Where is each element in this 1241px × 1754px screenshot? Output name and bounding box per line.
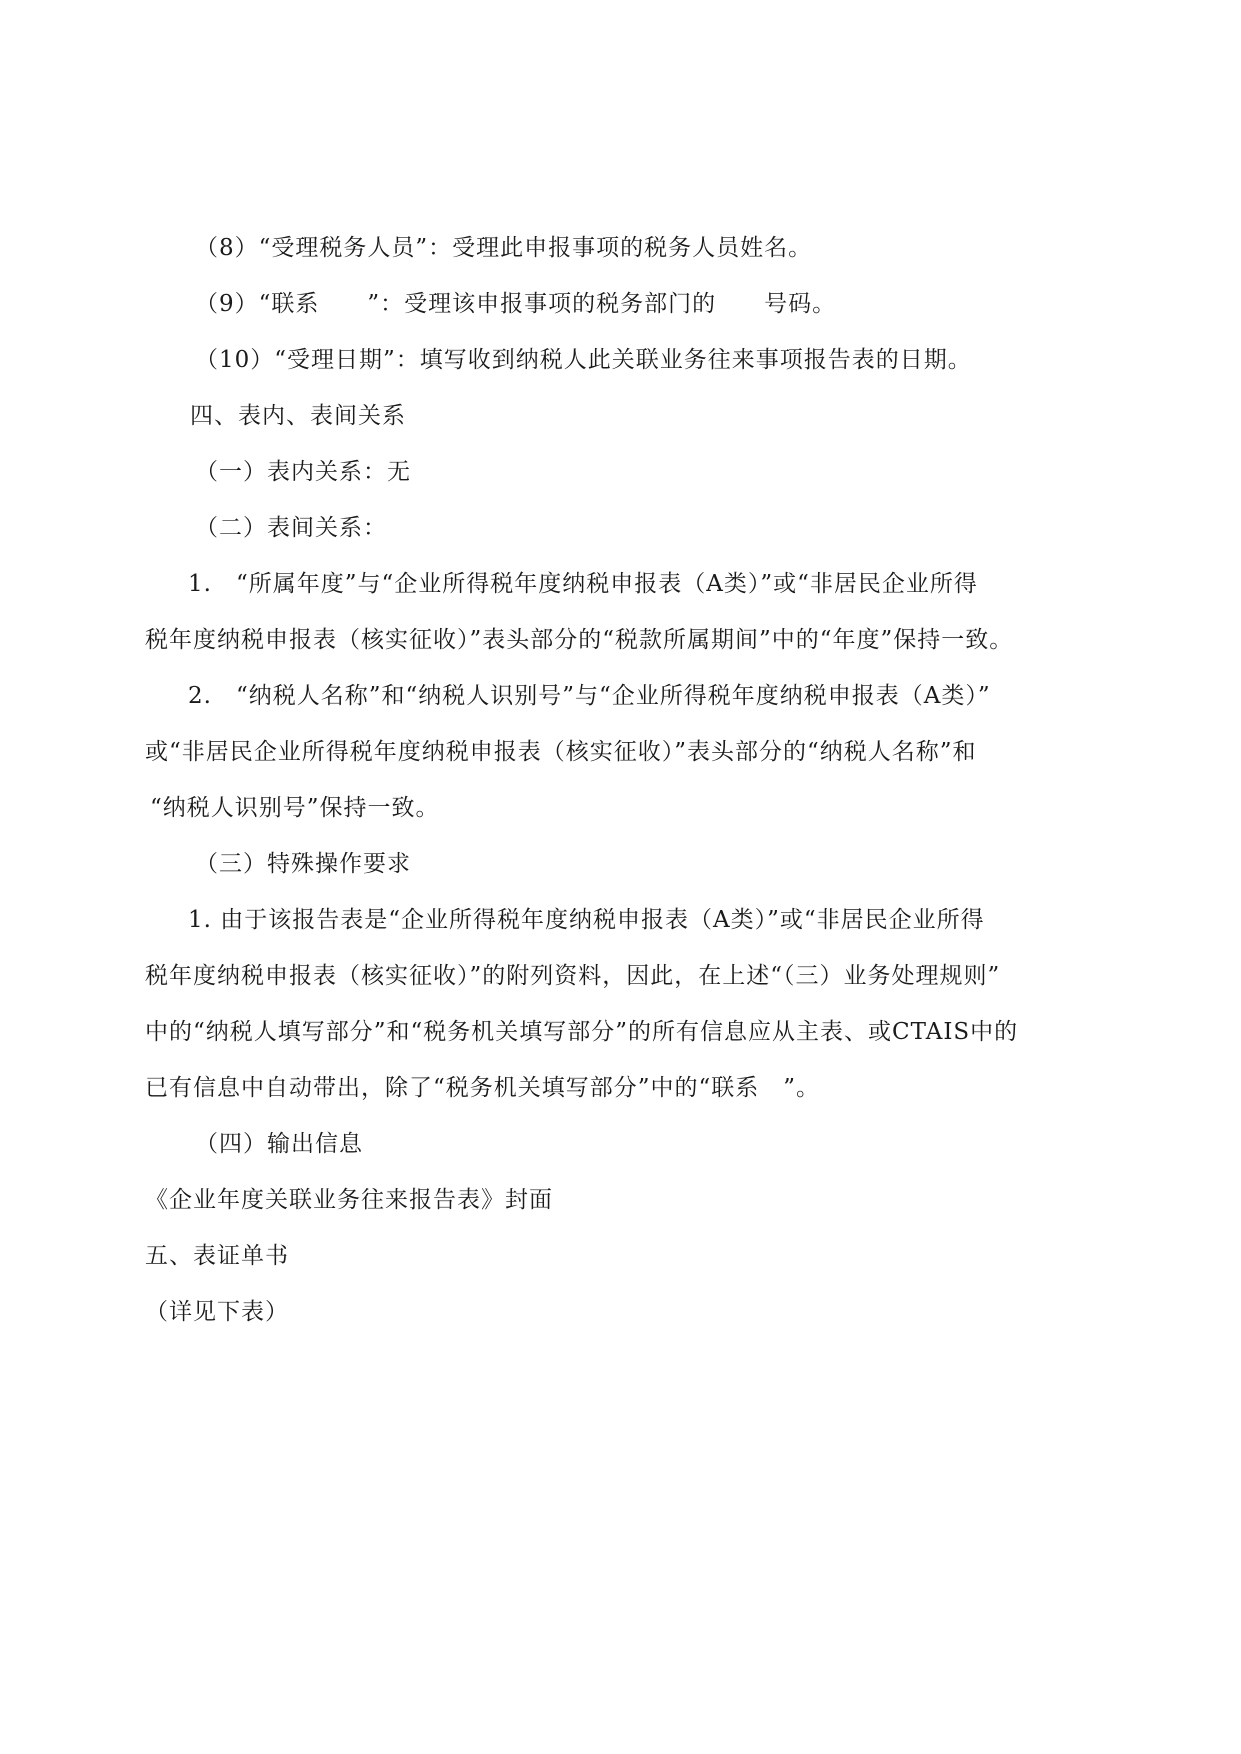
paragraph-item-2-line-3: “纳税人识别号”保持一致。 bbox=[150, 795, 440, 821]
paragraph-special-line-3: 中的“纳税人填写部分”和“税务机关填写部分”的所有信息应从主表、或CTAIS中的 bbox=[145, 1019, 1019, 1045]
paragraph-item-2-line-1: 2. “纳税人名称”和“纳税人识别号”与“企业所得税年度纳税申报表（A类）” bbox=[188, 683, 991, 709]
subheading-output-info: （四）输出信息 bbox=[195, 1131, 363, 1157]
subheading-inter-table-relations: （二）表间关系： bbox=[195, 515, 387, 541]
paragraph-10-accept-date: （10）“受理日期”：填写收到纳税人此关联业务往来事项报告表的日期。 bbox=[195, 347, 972, 373]
paragraph-special-line-1: 1. 由于该报告表是“企业所得税年度纳税申报表（A类）”或“非居民企业所得 bbox=[188, 907, 985, 933]
section-heading-forms: 五、表证单书 bbox=[145, 1243, 289, 1269]
subheading-special-requirements: （三）特殊操作要求 bbox=[195, 851, 411, 877]
paragraph-special-line-4: 已有信息中自动带出，除了“税务机关填写部分”中的“联系 ”。 bbox=[145, 1075, 821, 1101]
paragraph-item-1-line-1: 1. “所属年度”与“企业所得税年度纳税申报表（A类）”或“非居民企业所得 bbox=[188, 571, 978, 597]
paragraph-report-cover: 《企业年度关联业务往来报告表》封面 bbox=[145, 1187, 553, 1213]
paragraph-item-1-line-2: 税年度纳税申报表（核实征收）”表头部分的“税款所属期间”中的“年度”保持一致。 bbox=[145, 627, 1014, 653]
paragraph-item-2-line-2: 或“非居民企业所得税年度纳税申报表（核实征收）”表头部分的“纳税人名称”和 bbox=[145, 739, 977, 765]
subheading-internal-relations: （一）表内关系：无 bbox=[195, 459, 411, 485]
paragraph-see-table-below: （详见下表） bbox=[145, 1299, 289, 1325]
paragraph-special-line-2: 税年度纳税申报表（核实征收）”的附列资料，因此，在上述“（三）业务处理规则” bbox=[145, 963, 1001, 989]
paragraph-8-tax-staff: （8）“受理税务人员”：受理此申报事项的税务人员姓名。 bbox=[195, 235, 813, 261]
paragraph-9-contact: （9）“联系 ”：受理该申报事项的税务部门的 号码。 bbox=[195, 291, 837, 317]
section-heading-table-relations: 四、表内、表间关系 bbox=[190, 403, 406, 429]
